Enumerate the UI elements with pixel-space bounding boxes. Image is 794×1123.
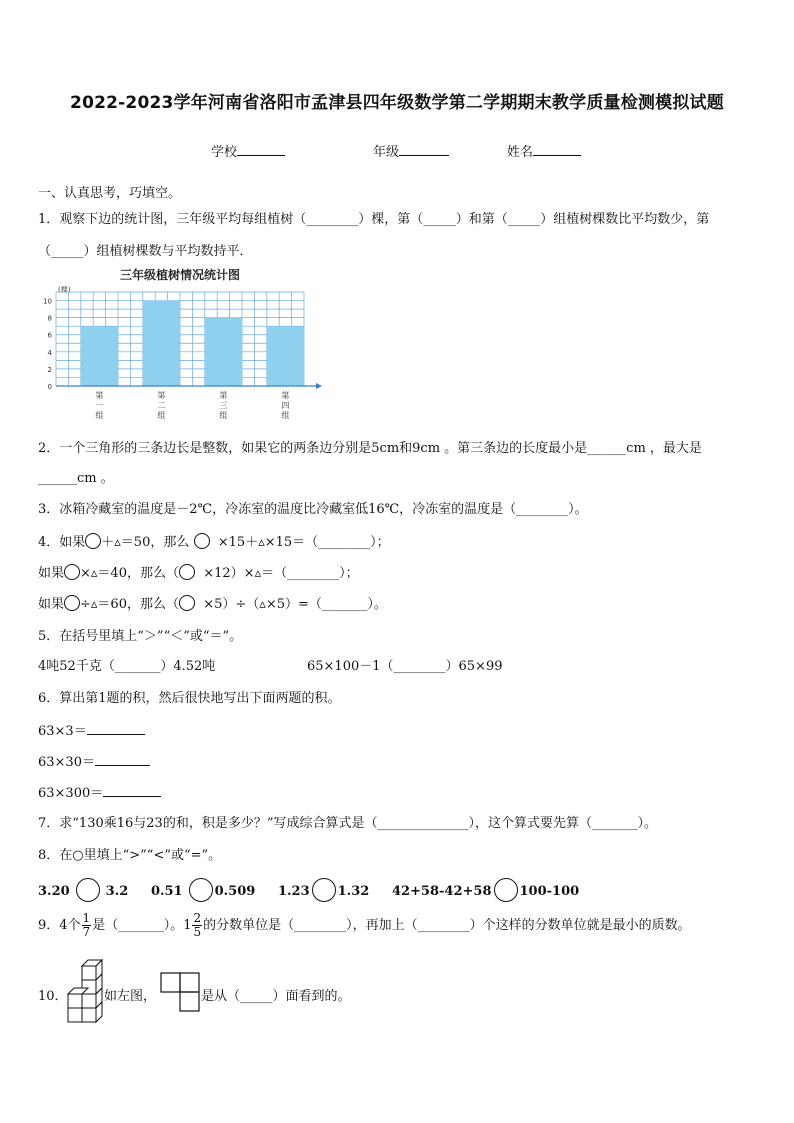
bar-4 — [267, 326, 304, 386]
question-4-line-1 — [38, 531, 390, 550]
question-1-line-1: 1．观察下边的统计图，三年级平均每组植树（________）棵，第（_____）和第（_____）组植树棵数比平均数少，第 — [38, 212, 710, 227]
circle-symbol — [64, 595, 80, 611]
question-6-item — [38, 751, 150, 770]
q8-pair-1-right: 3.2 — [105, 884, 129, 899]
question-3: 3．冰箱冷藏室的温度是－2℃，冷冻室的温度比冷藏室低16℃，冷冻室的温度是（________）。 — [38, 502, 588, 517]
q6-item-2: 63×30＝ — [38, 755, 95, 770]
chart-ylabel: (棵) — [58, 286, 71, 294]
x-tick-label: 第 — [95, 391, 104, 400]
fraction — [82, 912, 92, 939]
school-label: 学校 — [211, 145, 238, 160]
q9-part-a: 9．4个 — [38, 918, 81, 933]
question-10-text-end: 是从（_____）面看到的。 — [201, 989, 351, 1004]
q8-pair-4-left: 42+58-42+58 — [391, 884, 492, 899]
tree-planting-chart — [40, 262, 330, 430]
name-field — [507, 141, 581, 160]
fraction-denominator: 5 — [193, 925, 202, 939]
q8-pair-4-right: 100-100 — [519, 884, 580, 899]
x-tick-label: 第 — [281, 391, 290, 400]
fraction — [192, 912, 202, 939]
q9-part-b: 是（_______）。1 — [92, 918, 192, 933]
question-5-right: 65×100－1（________）65×99 — [307, 659, 503, 674]
q4-l1-part-c: ×15＋▵×15＝（________）； — [217, 535, 390, 550]
bar-2 — [143, 301, 180, 386]
question-6-item — [38, 782, 161, 801]
q8-pair-2-right: 0.509 — [214, 884, 256, 899]
y-tick-label: 2 — [47, 365, 52, 374]
question-9 — [38, 912, 691, 939]
compare-circle — [76, 878, 100, 902]
q9-part-c: 的分数单位是（________），再加上（________）个这样的分数单位就是最小的质数。 — [203, 918, 691, 933]
question-10-text-mid: 如左图， — [104, 989, 157, 1004]
x-tick-label: 组 — [95, 411, 104, 420]
circle-symbol — [179, 564, 195, 580]
grade-label: 年级 — [373, 145, 400, 160]
x-tick-label: 组 — [157, 411, 166, 420]
question-2-line-1: 2．一个三角形的三条边长是整数，如果它的两条边分别是5cm和9cm 。第三条边的长度最小是______cm ，最大是 — [38, 441, 702, 456]
question-5-title: 5．在括号里填上“＞”“＜”或“＝”。 — [38, 629, 243, 644]
question-10-number: 10． — [38, 989, 68, 1004]
q4-l3-part-b: ÷▵＝60，那么（ — [80, 597, 179, 612]
question-6-title: 6．算出第1题的积，然后很快地写出下面两题的积。 — [38, 691, 341, 706]
question-4-line-3 — [38, 593, 387, 612]
q4-l2-part-b: ×▵＝40，那么（ — [80, 566, 179, 581]
exam-title: 2022-2023学年河南省洛阳市孟津县四年级数学第二学期期末教学质量检测模拟试题 — [70, 93, 724, 113]
circle-symbol — [85, 533, 101, 549]
y-tick-label: 10 — [43, 297, 52, 306]
q4-l2-part-c: ×12）×▵＝（________）； — [203, 566, 359, 581]
x-tick-label: 第 — [157, 391, 166, 400]
school-field — [211, 141, 285, 160]
q8-pair-3-right: 1.32 — [337, 884, 370, 899]
chart-x-axis-arrow — [316, 383, 322, 389]
question-4-line-2 — [38, 562, 359, 581]
question-8-pairs — [38, 878, 579, 902]
q4-l3-part-a: 如果 — [38, 597, 65, 612]
question-8-title: 8．在○里填上“>”“<”或“=”。 — [38, 848, 222, 863]
circle-symbol — [179, 595, 195, 611]
x-tick-label: 三 — [219, 401, 228, 410]
q4-l2-part-a: 如果 — [38, 566, 65, 581]
view-grid-icon — [160, 972, 202, 1012]
compare-circle — [494, 878, 518, 902]
q6-item-3: 63×300＝ — [38, 786, 104, 801]
fraction-numerator: 2 — [193, 911, 202, 925]
x-tick-label: 一 — [95, 401, 104, 410]
y-tick-label: 0 — [47, 383, 52, 391]
x-tick-label: 组 — [281, 411, 290, 420]
y-tick-label: 4 — [47, 348, 52, 357]
circle-symbol — [64, 564, 80, 580]
q4-l1-part-b: ＋▵＝50，那么 — [101, 535, 190, 550]
name-label: 姓名 — [507, 145, 534, 160]
q8-pair-3-left: 1.23 — [277, 884, 310, 899]
question-2-line-2: ______cm 。 — [38, 471, 114, 486]
fraction-denominator: 7 — [82, 925, 91, 939]
chart-title: 三年级植树情况统计图 — [119, 268, 241, 282]
y-tick-label: 8 — [47, 314, 52, 323]
q8-pair-2-left: 0.51 — [150, 884, 183, 899]
x-tick-label: 组 — [219, 411, 228, 420]
compare-circle — [189, 878, 213, 902]
y-tick-label: 6 — [47, 331, 52, 340]
compare-circle — [312, 878, 336, 902]
q8-pair-1-left: 3.20 — [38, 884, 70, 899]
x-tick-label: 第 — [219, 391, 228, 400]
cube-stack-icon — [62, 956, 106, 1026]
question-5-left: 4吨52千克（_______）4.52吨 — [38, 659, 216, 674]
question-7: 7．求“130乘16与23的和，积是多少？”写成综合算式是（______________），这个算式要先算（_______）。 — [38, 816, 657, 831]
section-heading: 一、认真思考，巧填空。 — [38, 186, 182, 201]
question-1-line-2: （_____）组植树棵数与平均数持平． — [38, 244, 253, 259]
x-tick-label: 四 — [281, 401, 290, 410]
chart-y-ticks — [43, 298, 52, 391]
bar-3 — [205, 318, 242, 386]
chart-x-labels — [95, 390, 289, 420]
bar-1 — [81, 326, 118, 386]
question-6-item — [38, 720, 145, 739]
q4-l1-part-a: 4．如果 — [38, 535, 86, 550]
circle-symbol — [194, 533, 210, 549]
fraction-numerator: 1 — [82, 911, 91, 925]
q6-item-1: 63×3＝ — [38, 724, 87, 739]
q4-l3-part-c: ×5）÷（▵×5）=（_______）。 — [203, 597, 387, 612]
x-tick-label: 二 — [157, 401, 166, 410]
grade-field — [373, 141, 449, 160]
